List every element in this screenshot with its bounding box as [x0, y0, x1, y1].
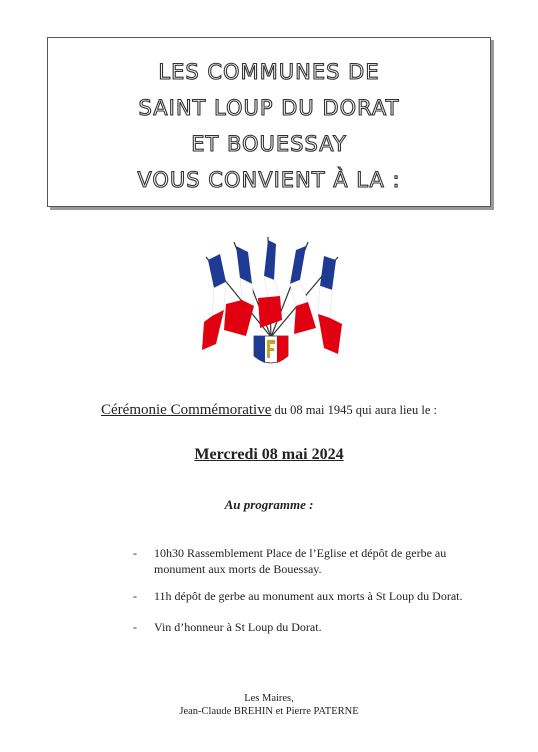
signature-title: Les Maires,: [244, 693, 294, 704]
title-line-1: LES COMMUNES DE: [158, 60, 380, 84]
signature-names: Jean-Claude BREHIN et Pierre PATERNE: [179, 706, 359, 717]
programme-heading: Au programme :: [224, 497, 314, 512]
programme-item-text: 11h dépôt de gerbe au monument aux morts à St Loup du Dorat.: [154, 589, 463, 603]
ceremony-details: du 08 mai 1945 qui aura lieu le :: [271, 403, 437, 417]
shield-emblem: [254, 336, 288, 363]
programme-item-text: Vin d’honneur à St Loup du Dorat.: [154, 620, 322, 634]
programme-item-text: 10h30 Rassemblement Place de l’Eglise et dépôt de gerbe au monument aux morts de Bouessay.: [154, 546, 447, 576]
french-flags-emblem: [196, 232, 346, 372]
flag-far-left: [202, 254, 226, 350]
flag-left: [224, 246, 254, 336]
ceremony-intro: [0, 402, 538, 419]
ceremony-title: Cérémonie Commémorative: [101, 402, 272, 418]
list-dash: -: [133, 546, 137, 560]
title-box: [47, 37, 491, 207]
signature-block: [0, 692, 538, 718]
title-line-2: SAINT LOUP DU DORAT: [138, 96, 400, 120]
flag-far-right: [318, 256, 342, 354]
title-line-3: ET BOUESSAY: [191, 132, 347, 156]
title-line-4: VOUS CONVIENT À LA :: [137, 168, 401, 192]
flag-right: [290, 246, 316, 334]
list-dash: -: [133, 620, 137, 634]
event-date: Mercredi 08 mai 2024: [194, 446, 344, 463]
list-dash: -: [133, 589, 137, 603]
flag-center: [258, 240, 282, 328]
